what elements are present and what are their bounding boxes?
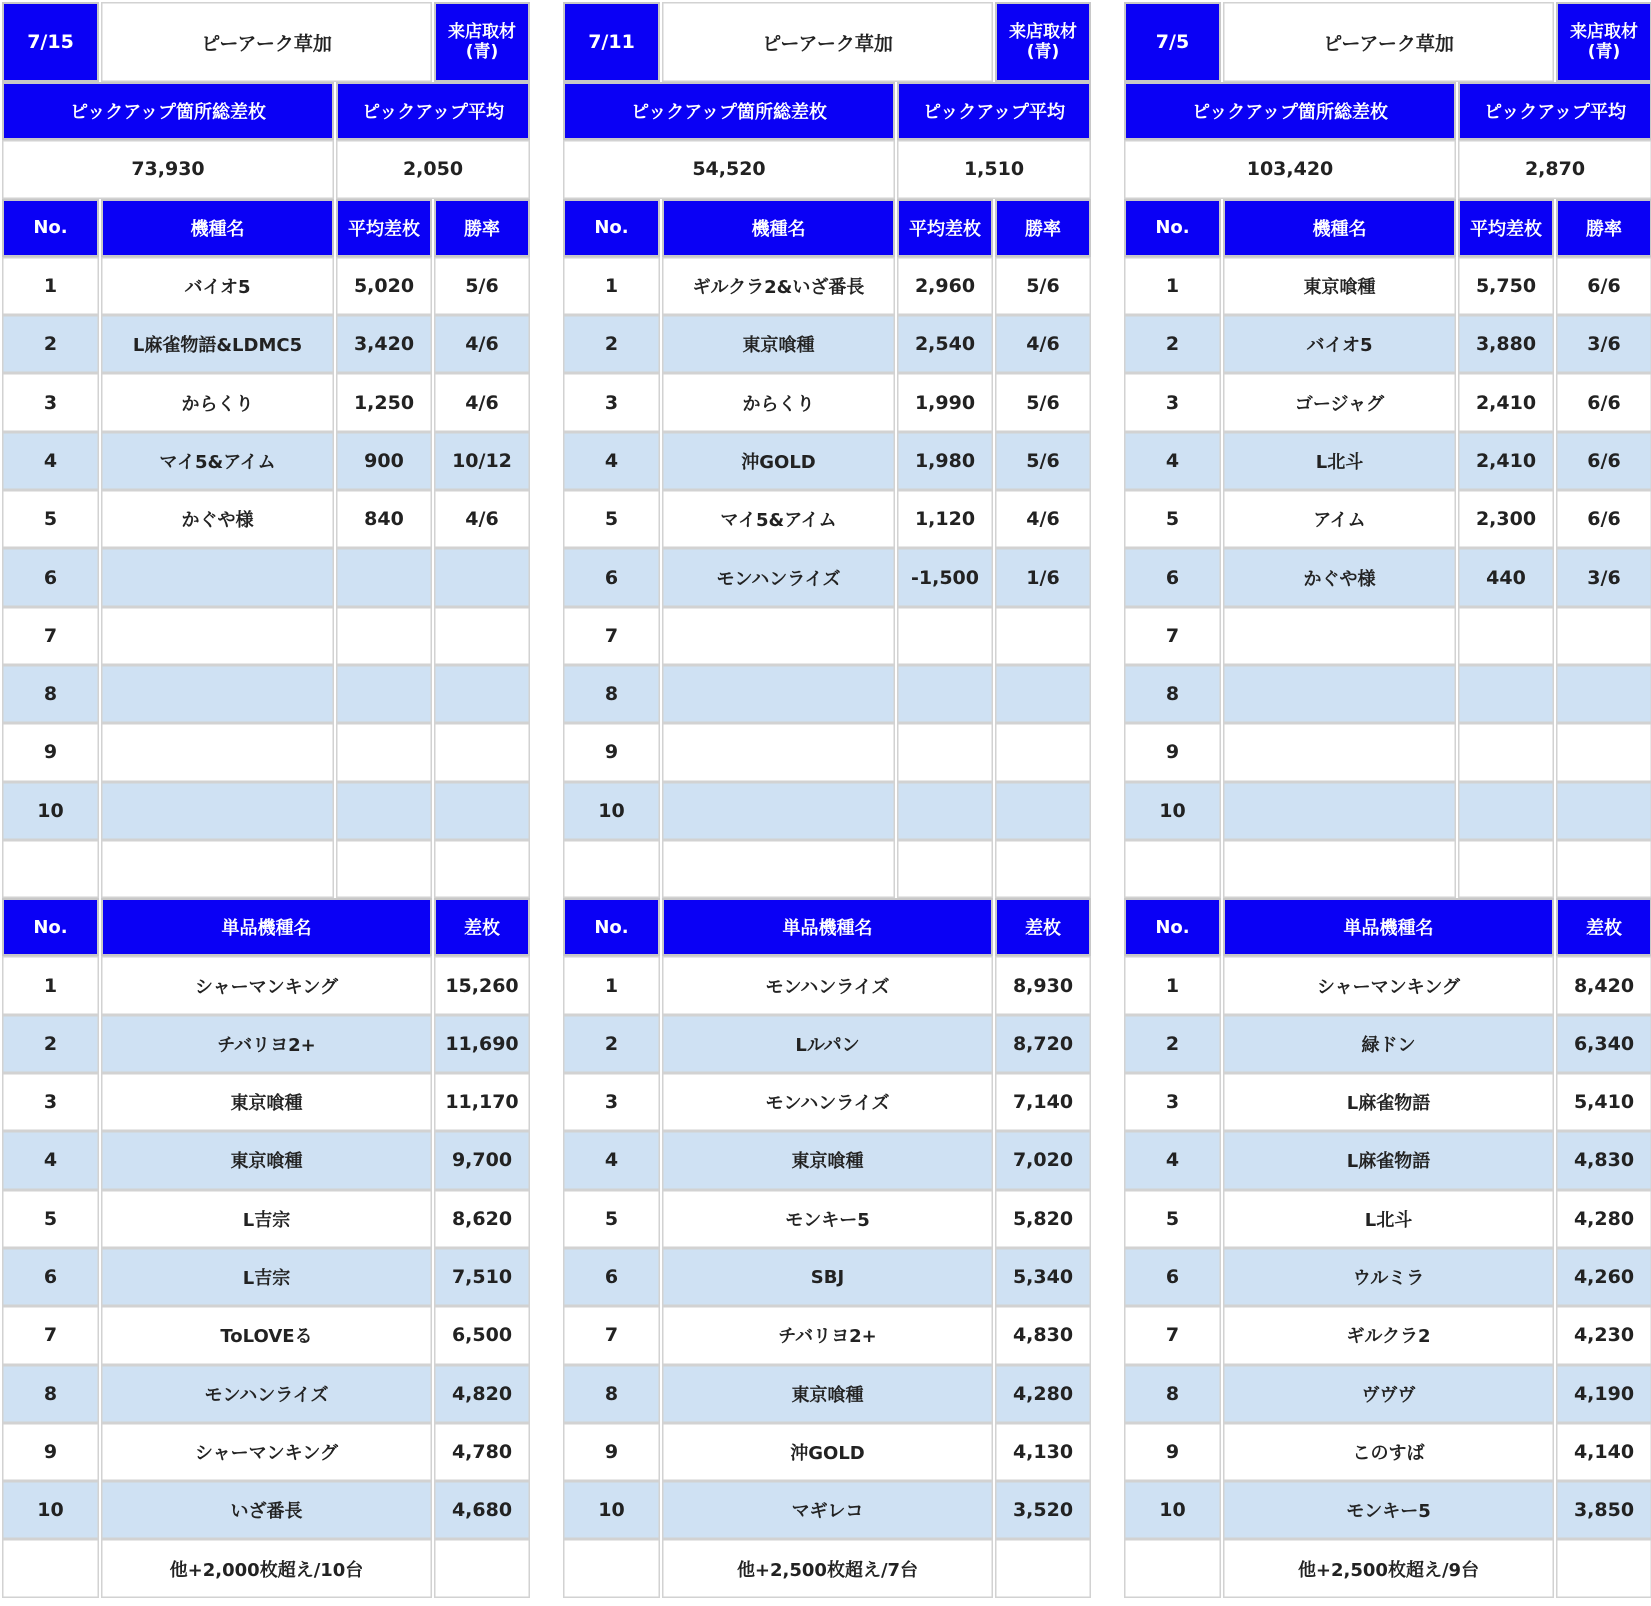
unit-header-name: 単品機種名: [101, 898, 432, 956]
unit-diff: 6,500: [434, 1306, 530, 1364]
panel-1: [2, 2, 530, 1606]
unit-diff: 8,930: [995, 956, 1091, 1014]
model-name: [1223, 723, 1456, 781]
model-no: 6: [2, 548, 99, 606]
pickup-total-label: ピックアップ箇所総差枚: [2, 82, 334, 140]
model-no: 6: [1124, 548, 1221, 606]
unit-name: 東京喰種: [662, 1131, 993, 1189]
model-avg: 440: [1458, 548, 1554, 606]
unit-name: ToLOVEる: [101, 1306, 432, 1364]
model-name: [662, 665, 895, 723]
unit-name: モンキー5: [1223, 1481, 1554, 1539]
unit-name: モンハンライズ: [662, 956, 993, 1014]
model-win: [1556, 782, 1651, 840]
pickup-avg-label: ピックアップ平均: [897, 82, 1091, 140]
model-avg: [897, 607, 993, 665]
model-name: バイオ5: [101, 257, 334, 315]
unit-no: 9: [563, 1423, 660, 1481]
unit-no: 5: [2, 1190, 99, 1248]
model-name: アイム: [1223, 490, 1456, 548]
pickup-avg-value: 2,050: [336, 140, 530, 198]
model-no: 9: [2, 723, 99, 781]
unit-diff: 4,190: [1556, 1365, 1651, 1423]
model-no: 9: [1124, 723, 1221, 781]
model-name: かぐや様: [101, 490, 334, 548]
unit-header-no: No.: [1124, 898, 1221, 956]
model-avg: 2,410: [1458, 432, 1554, 490]
model-name: かぐや様: [1223, 548, 1456, 606]
unit-name: シャーマンキング: [1223, 956, 1554, 1014]
spacer-cell: [336, 840, 432, 898]
model-win: [434, 607, 530, 665]
footer-note: 他+2,000枚超え/10台: [101, 1539, 432, 1597]
model-no: 5: [2, 490, 99, 548]
unit-no: 7: [1124, 1306, 1221, 1364]
model-name: [1223, 782, 1456, 840]
model-header-no: No.: [2, 199, 99, 257]
unit-diff: 5,820: [995, 1190, 1091, 1248]
model-no: 7: [2, 607, 99, 665]
model-name: からくり: [101, 373, 334, 431]
unit-no: 1: [2, 956, 99, 1014]
unit-header-diff: 差枚: [434, 898, 530, 956]
model-avg: 5,020: [336, 257, 432, 315]
unit-no: 7: [2, 1306, 99, 1364]
unit-header-name: 単品機種名: [662, 898, 993, 956]
model-no: 4: [2, 432, 99, 490]
model-header-no: No.: [1124, 199, 1221, 257]
pickup-avg-label: ピックアップ平均: [336, 82, 530, 140]
model-win: 3/6: [1556, 315, 1651, 373]
unit-diff: 3,520: [995, 1481, 1091, 1539]
model-no: 1: [563, 257, 660, 315]
footer-note: 他+2,500枚超え/9台: [1223, 1539, 1554, 1597]
unit-no: 1: [1124, 956, 1221, 1014]
unit-name: チバリヨ2+: [101, 1015, 432, 1073]
spacer-cell: [1124, 840, 1221, 898]
model-win: [1556, 665, 1651, 723]
visit-tag: [1556, 2, 1651, 82]
unit-no: 8: [2, 1365, 99, 1423]
spacer-cell: [897, 840, 993, 898]
model-win: [995, 665, 1091, 723]
unit-diff: 4,260: [1556, 1248, 1651, 1306]
unit-name: 東京喰種: [101, 1073, 432, 1131]
unit-diff: 4,230: [1556, 1306, 1651, 1364]
unit-no: 6: [563, 1248, 660, 1306]
unit-name: 東京喰種: [101, 1131, 432, 1189]
model-no: 8: [2, 665, 99, 723]
unit-diff: 11,690: [434, 1015, 530, 1073]
model-name: 沖GOLD: [662, 432, 895, 490]
model-no: 8: [563, 665, 660, 723]
pickup-total-label: ピックアップ箇所総差枚: [563, 82, 895, 140]
model-avg: [336, 782, 432, 840]
unit-no: 10: [1124, 1481, 1221, 1539]
unit-name: シャーマンキング: [101, 1423, 432, 1481]
pickup-total-label: ピックアップ箇所総差枚: [1124, 82, 1456, 140]
model-avg: 840: [336, 490, 432, 548]
model-no: 10: [2, 782, 99, 840]
unit-no: 2: [2, 1015, 99, 1073]
model-win: 5/6: [995, 373, 1091, 431]
model-avg: [336, 665, 432, 723]
model-no: 8: [1124, 665, 1221, 723]
model-no: 5: [1124, 490, 1221, 548]
spacer-cell: [662, 840, 895, 898]
unit-no: 5: [1124, 1190, 1221, 1248]
model-avg: 5,750: [1458, 257, 1554, 315]
unit-no: 3: [1124, 1073, 1221, 1131]
model-avg: 900: [336, 432, 432, 490]
model-name: [662, 782, 895, 840]
model-no: 3: [563, 373, 660, 431]
model-win: 4/6: [995, 490, 1091, 548]
model-no: 2: [563, 315, 660, 373]
model-win: [1556, 723, 1651, 781]
model-win: 6/6: [1556, 257, 1651, 315]
unit-name: L吉宗: [101, 1190, 432, 1248]
model-header-name: 機種名: [662, 199, 895, 257]
unit-diff: 8,620: [434, 1190, 530, 1248]
model-header-win: 勝率: [434, 199, 530, 257]
model-name: [101, 723, 334, 781]
footer-blank: [1556, 1539, 1651, 1597]
model-no: 4: [1124, 432, 1221, 490]
model-win: 4/6: [434, 373, 530, 431]
panel-2: [563, 2, 1091, 1606]
unit-diff: 8,720: [995, 1015, 1091, 1073]
model-avg: 1,990: [897, 373, 993, 431]
model-avg: [1458, 607, 1554, 665]
visit-tag: [434, 2, 530, 82]
model-name: バイオ5: [1223, 315, 1456, 373]
unit-diff: 7,140: [995, 1073, 1091, 1131]
unit-name: 東京喰種: [662, 1365, 993, 1423]
date-cell: 7/15: [2, 2, 99, 82]
model-avg: [336, 723, 432, 781]
unit-name: チバリヨ2+: [662, 1306, 993, 1364]
unit-diff: 4,680: [434, 1481, 530, 1539]
spacer-cell: [1556, 840, 1651, 898]
unit-no: 4: [563, 1131, 660, 1189]
unit-name: 緑ドン: [1223, 1015, 1554, 1073]
panel-3: [1124, 2, 1651, 1606]
unit-no: 4: [2, 1131, 99, 1189]
unit-name: マギレコ: [662, 1481, 993, 1539]
spacer-cell: [2, 840, 99, 898]
unit-no: 8: [563, 1365, 660, 1423]
model-no: 10: [563, 782, 660, 840]
model-name: L麻雀物語&LDMC5: [101, 315, 334, 373]
model-no: 1: [1124, 257, 1221, 315]
model-no: 6: [563, 548, 660, 606]
model-avg: 2,540: [897, 315, 993, 373]
visit-tag: [995, 2, 1091, 82]
model-name: 東京喰種: [662, 315, 895, 373]
unit-name: モンハンライズ: [662, 1073, 993, 1131]
unit-name: SBJ: [662, 1248, 993, 1306]
model-no: 10: [1124, 782, 1221, 840]
model-win: 6/6: [1556, 373, 1651, 431]
model-name: [101, 607, 334, 665]
model-avg: 1,250: [336, 373, 432, 431]
unit-name: L麻雀物語: [1223, 1073, 1554, 1131]
model-win: 6/6: [1556, 490, 1651, 548]
visit-tag-line2: (青): [465, 42, 499, 62]
footer-note: 他+2,500枚超え/7台: [662, 1539, 993, 1597]
model-header-avg: 平均差枚: [1458, 199, 1554, 257]
spacer-cell: [101, 840, 334, 898]
visit-tag-line1: 来店取材: [1009, 22, 1077, 42]
model-win: 5/6: [434, 257, 530, 315]
unit-diff: 7,020: [995, 1131, 1091, 1189]
unit-diff: 11,170: [434, 1073, 530, 1131]
model-avg: 2,960: [897, 257, 993, 315]
model-no: 2: [1124, 315, 1221, 373]
spacer-cell: [1458, 840, 1554, 898]
model-win: [434, 723, 530, 781]
unit-name: このすば: [1223, 1423, 1554, 1481]
unit-name: ウルミラ: [1223, 1248, 1554, 1306]
model-win: [434, 665, 530, 723]
pickup-total-value: 103,420: [1124, 140, 1456, 198]
unit-no: 6: [1124, 1248, 1221, 1306]
model-avg: [336, 607, 432, 665]
unit-diff: 4,830: [995, 1306, 1091, 1364]
pickup-avg-label: ピックアップ平均: [1458, 82, 1651, 140]
model-avg: [336, 548, 432, 606]
unit-name: L北斗: [1223, 1190, 1554, 1248]
unit-diff: 4,130: [995, 1423, 1091, 1481]
unit-name: シャーマンキング: [101, 956, 432, 1014]
spacer-cell: [1223, 840, 1456, 898]
unit-diff: 9,700: [434, 1131, 530, 1189]
unit-no: 3: [563, 1073, 660, 1131]
unit-diff: 4,280: [995, 1365, 1091, 1423]
store-name: ピーアーク草加: [662, 2, 993, 82]
unit-no: 10: [563, 1481, 660, 1539]
model-avg: 1,980: [897, 432, 993, 490]
model-header-win: 勝率: [1556, 199, 1651, 257]
unit-header-name: 単品機種名: [1223, 898, 1554, 956]
model-avg: [897, 782, 993, 840]
pickup-avg-value: 2,870: [1458, 140, 1651, 198]
model-name: モンハンライズ: [662, 548, 895, 606]
unit-name: Lルパン: [662, 1015, 993, 1073]
visit-tag-line2: (青): [1587, 42, 1621, 62]
unit-diff: 3,850: [1556, 1481, 1651, 1539]
unit-name: いざ番長: [101, 1481, 432, 1539]
model-no: 2: [2, 315, 99, 373]
spacer-cell: [434, 840, 530, 898]
model-avg: [1458, 782, 1554, 840]
unit-no: 2: [563, 1015, 660, 1073]
model-win: 5/6: [995, 257, 1091, 315]
model-win: 4/6: [434, 490, 530, 548]
model-header-avg: 平均差枚: [336, 199, 432, 257]
model-avg: 1,120: [897, 490, 993, 548]
model-name: L北斗: [1223, 432, 1456, 490]
unit-diff: 4,820: [434, 1365, 530, 1423]
footer-blank: [1124, 1539, 1221, 1597]
model-no: 7: [563, 607, 660, 665]
model-win: 5/6: [995, 432, 1091, 490]
unit-diff: 4,280: [1556, 1190, 1651, 1248]
model-name: ギルクラ2&いざ番長: [662, 257, 895, 315]
unit-no: 1: [563, 956, 660, 1014]
model-win: [434, 782, 530, 840]
unit-no: 9: [2, 1423, 99, 1481]
unit-name: L吉宗: [101, 1248, 432, 1306]
model-win: [995, 723, 1091, 781]
model-avg: 2,410: [1458, 373, 1554, 431]
footer-blank: [2, 1539, 99, 1597]
model-header-win: 勝率: [995, 199, 1091, 257]
model-name: [101, 665, 334, 723]
footer-blank: [563, 1539, 660, 1597]
model-name: [101, 548, 334, 606]
unit-no: 10: [2, 1481, 99, 1539]
model-name: [662, 607, 895, 665]
unit-no: 8: [1124, 1365, 1221, 1423]
model-avg: 3,420: [336, 315, 432, 373]
pickup-total-value: 73,930: [2, 140, 334, 198]
model-avg: [897, 723, 993, 781]
unit-diff: 6,340: [1556, 1015, 1651, 1073]
model-win: 1/6: [995, 548, 1091, 606]
unit-no: 3: [2, 1073, 99, 1131]
model-no: 7: [1124, 607, 1221, 665]
unit-header-diff: 差枚: [995, 898, 1091, 956]
unit-header-no: No.: [563, 898, 660, 956]
unit-name: ヴヴヴ: [1223, 1365, 1554, 1423]
unit-name: 沖GOLD: [662, 1423, 993, 1481]
model-win: [434, 548, 530, 606]
model-name: [1223, 665, 1456, 723]
visit-tag-line2: (青): [1026, 42, 1060, 62]
model-win: 4/6: [995, 315, 1091, 373]
unit-name: L麻雀物語: [1223, 1131, 1554, 1189]
unit-header-diff: 差枚: [1556, 898, 1651, 956]
unit-name: モンキー5: [662, 1190, 993, 1248]
model-header-name: 機種名: [1223, 199, 1456, 257]
unit-name: ギルクラ2: [1223, 1306, 1554, 1364]
unit-no: 5: [563, 1190, 660, 1248]
model-header-name: 機種名: [101, 199, 334, 257]
visit-tag-line1: 来店取材: [1570, 22, 1638, 42]
unit-diff: 15,260: [434, 956, 530, 1014]
unit-diff: 5,340: [995, 1248, 1091, 1306]
model-name: [101, 782, 334, 840]
unit-no: 6: [2, 1248, 99, 1306]
footer-blank: [995, 1539, 1091, 1597]
model-name: からくり: [662, 373, 895, 431]
model-win: 10/12: [434, 432, 530, 490]
model-win: [995, 782, 1091, 840]
store-name: ピーアーク草加: [1223, 2, 1554, 82]
model-avg: -1,500: [897, 548, 993, 606]
model-win: [995, 607, 1091, 665]
model-win: 4/6: [434, 315, 530, 373]
model-avg: 3,880: [1458, 315, 1554, 373]
unit-diff: 4,830: [1556, 1131, 1651, 1189]
unit-diff: 4,140: [1556, 1423, 1651, 1481]
unit-diff: 7,510: [434, 1248, 530, 1306]
unit-diff: 8,420: [1556, 956, 1651, 1014]
spacer-cell: [995, 840, 1091, 898]
model-name: [1223, 607, 1456, 665]
model-header-avg: 平均差枚: [897, 199, 993, 257]
model-win: 6/6: [1556, 432, 1651, 490]
model-header-no: No.: [563, 199, 660, 257]
model-no: 1: [2, 257, 99, 315]
date-cell: 7/5: [1124, 2, 1221, 82]
unit-diff: 4,780: [434, 1423, 530, 1481]
store-name: ピーアーク草加: [101, 2, 432, 82]
model-name: ゴージャグ: [1223, 373, 1456, 431]
model-name: マイ5&アイム: [101, 432, 334, 490]
pickup-avg-value: 1,510: [897, 140, 1091, 198]
unit-no: 9: [1124, 1423, 1221, 1481]
model-win: [1556, 607, 1651, 665]
unit-no: 4: [1124, 1131, 1221, 1189]
model-avg: [1458, 723, 1554, 781]
unit-header-no: No.: [2, 898, 99, 956]
model-no: 4: [563, 432, 660, 490]
model-no: 3: [1124, 373, 1221, 431]
model-no: 9: [563, 723, 660, 781]
visit-tag-line1: 来店取材: [448, 22, 516, 42]
unit-name: モンハンライズ: [101, 1365, 432, 1423]
unit-diff: 5,410: [1556, 1073, 1651, 1131]
model-win: 3/6: [1556, 548, 1651, 606]
footer-blank: [434, 1539, 530, 1597]
spacer-cell: [563, 840, 660, 898]
model-name: マイ5&アイム: [662, 490, 895, 548]
model-no: 5: [563, 490, 660, 548]
unit-no: 2: [1124, 1015, 1221, 1073]
pickup-total-value: 54,520: [563, 140, 895, 198]
date-cell: 7/11: [563, 2, 660, 82]
model-avg: [1458, 665, 1554, 723]
model-name: [662, 723, 895, 781]
model-avg: 2,300: [1458, 490, 1554, 548]
model-avg: [897, 665, 993, 723]
model-no: 3: [2, 373, 99, 431]
unit-no: 7: [563, 1306, 660, 1364]
model-name: 東京喰種: [1223, 257, 1456, 315]
